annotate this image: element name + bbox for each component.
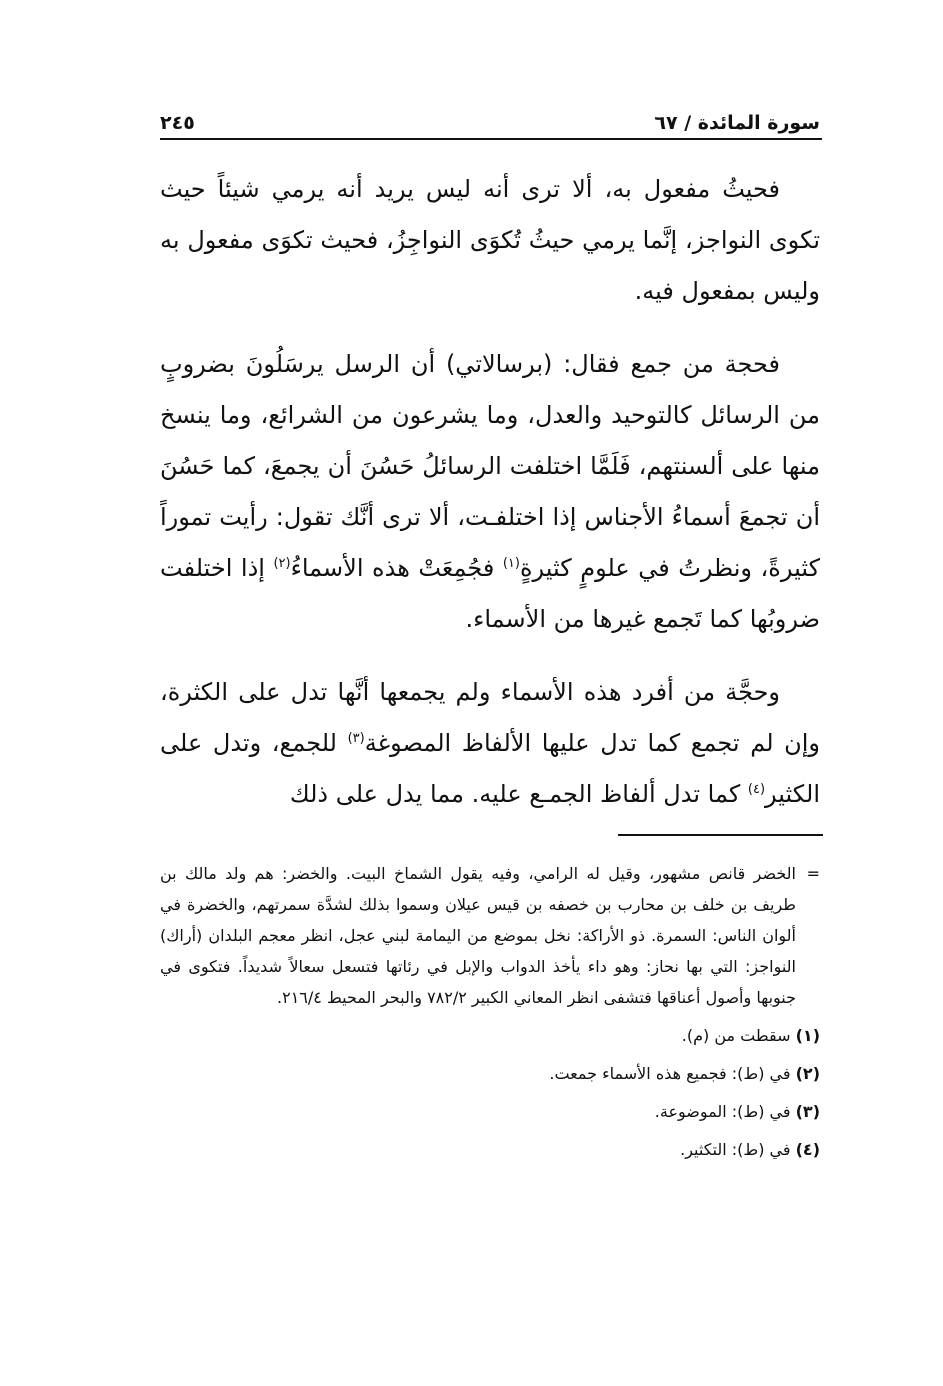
footnote-4 [160, 1134, 820, 1165]
header-rule [160, 138, 822, 140]
footnote-3-number: (٣) [795, 1102, 820, 1121]
footnote-4-text: في (ط): التكثير. [680, 1140, 796, 1159]
footnote-1-number: (١) [795, 1026, 820, 1045]
paragraph-1 [160, 164, 820, 317]
footnote-2-text: في (ط): فجميع هذه الأسماء جمعت. [549, 1064, 796, 1083]
footnote-2 [160, 1058, 820, 1089]
footnote-separator [618, 834, 823, 836]
footnote-ref-2[interactable]: (٢) [273, 555, 291, 571]
paragraph-3 [160, 667, 820, 820]
footnote-ref-4[interactable]: (٤) [747, 781, 766, 797]
footnote-ref-1[interactable]: (١) [502, 555, 520, 571]
continuation-text: الخضر قانص مشهور، وقيل له الرامي، وفيه يقول الشماخ البيت. والخضر: هم ولد مالك بن طريف بن خلف بن محارب بن خصفه بن قيس عيلان وسموا بذلك لشدَّة سمرتهم، والخضرة في ألوان الناس: السمرة. ذو الأراكة: نخل بموضع من اليمامة لبني عجل، انظر معجم البلدان (أراك) النواجز: التي بها نحاز: وهو داء يأخذ الدواب والإبل في رئاتها فتسعل سعالاً شديداً. فتكوى في جنوبها وأصول أعناقها فتشفى انظر المعاني الكبير ٧٨٢/٢ والبحر المحيط ٢١٦/٤. [160, 864, 796, 1007]
footnote-3 [160, 1096, 820, 1127]
running-title: سورة المائدة / ٦٧ [654, 112, 820, 134]
footnote-ref-3[interactable]: (٣) [347, 730, 365, 746]
paragraph-2-cont-1: فجُمِعَتْ هذه الأسماءُ [290, 554, 503, 582]
paragraph-3-cont-2: كما تدل ألفاظ الجمـع عليه. مما يدل على ذلك [289, 780, 748, 808]
footnote-continuation [160, 858, 820, 1013]
paragraph-1-text: فحيثُ مفعول به، ألا ترى أنه ليس يريد أنه يرمي شيئاً حيث تكوى النواجز، إنَّما يرمي حيثُ تُكوَى النواجِزُ، فحيث تكوَى مفعول به وليس بمفعول فيه. [160, 175, 820, 305]
page-number: ٢٤٥ [160, 112, 195, 134]
footnote-3-text: في (ط): الموضوعة. [654, 1102, 796, 1121]
footnote-1-text: سقطت من (م). [681, 1026, 796, 1045]
continuation-marker: = [806, 864, 820, 883]
footnotes [160, 858, 820, 1165]
paragraph-2-cont-2: إذا اختلفت ضروبُها كما تَجمع غيرها من الأسماء. [160, 554, 820, 633]
paragraph-2 [160, 339, 820, 645]
footnote-2-number: (٢) [795, 1064, 820, 1083]
paragraph-2-text: فحجة من جمع فقال: (برسالاتي) أن الرسل يرسَلُونَ بضروبٍ من الرسائل كالتوحيد والعدل، وما يشرعون من الشرائع، وما ينسخ منها على ألسنتهم، فَلَمَّا اختلفت الرسائلُ حَسُنَ أن يجمعَ، كما حَسُنَ أن تجمعَ أسماءُ الأجناس إذا اختلفـت، ألا ترى أنَّك تقول: رأيت تموراً كثيرةً، ونظرتُ في علومٍ كثيرةٍ [160, 350, 820, 582]
main-text [160, 164, 820, 842]
page-header [160, 100, 820, 134]
footnote-4-number: (٤) [795, 1140, 820, 1159]
footnote-1 [160, 1020, 820, 1051]
paragraph-3-cont-1: للجمع، وتدل على الكثير [160, 729, 820, 808]
paragraph-3-text: وحجَّة من أفرد هذه الأسماء ولم يجمعها أنَّها تدل على الكثرة، وإن لم تجمع كما تدل عليها الألفاظ المصوغة [160, 678, 820, 757]
